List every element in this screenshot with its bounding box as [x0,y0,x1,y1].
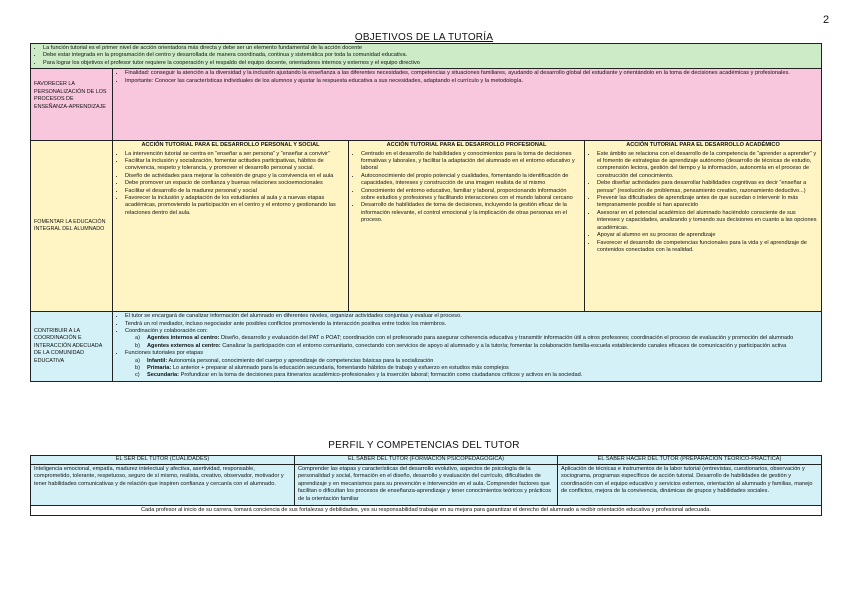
stage-item [135,365,818,372]
column-title: ACCIÓN TUTORIAL PARA EL DESARROLLO PERSONAL Y SOCIAL [141,142,320,149]
list-item: • Favorecer la inclusión y adaptación de los estudiantes al aula y a nuevas etapas académicas, promoviendo la participación en el centro y el entorno y gestionando las relaciones dentro del aula. [125,195,345,217]
profile-head: EL SABER DEL TUTOR (FORMACIÓN PSICOPEDAGÓGICA) [295,456,558,465]
list-item: • Asesorar en el potencial académico del alumnado haciéndolo consciente de sus intereses y capacidades, analizando y tomando sus decisiones en cuanto a las opciones académicas. [597,210,818,232]
profile-head: EL SER DEL TUTOR (CUALIDADES) [31,456,295,465]
coord-name: Agentes internos al centro: [147,335,220,342]
list-item: • Tendrá un rol mediador, incluso negociador ante posibles conflictos promoviendo la interacción positiva entre todos los miembros. [125,321,818,328]
section-title: PERFIL Y COMPETENCIAS DEL TUTOR [328,440,520,451]
list-item: • La intervención tutorial se centra en “enseñar a ser persona” y “enseñar a convivir” [125,151,345,158]
fomentar-row [31,141,822,312]
list-item [125,350,818,380]
profile-table [30,455,822,516]
coord-name: Agentes externos al centro: [147,342,221,349]
stage-text: Profundizar en la toma de decisiones para itinerarios académico-profesionales y la inserción laboral; formación como ciudadanos críticos y activos en la sociedad. [179,372,583,379]
list-item: • Apoyar al alumno en su proceso de aprendizaje [597,232,818,239]
intro-item: • Para lograr los objetivos el profesor tutor requiere la cooperación y el respaldo del equipo docente, orientadores internos y externos y el equipo directivo [43,60,818,67]
intro-row [31,44,822,69]
profile-body-row [31,464,822,505]
stage-name: Primaria: [147,365,172,372]
list-item: • Desarrollo de habilidades de toma de decisiones, incluyendo la gestión eficaz de la información relevante, el control emocional y la implicación de otras personas en el proceso. [361,202,581,224]
coord-letter: b) [135,342,140,349]
list-item: • Debe diseñar actividades para desarrollar habilidades cognitivas es decir “enseñar a pensar” (resolución de problemas, pensamiento creativo, razonamiento deductivo...) [597,180,818,195]
stage-text: Lo anterior + preparar al alumnado para la educación secundaria, fomentando hábitos de trabajo y esfuerzo en estudios más complejos [171,365,509,372]
profile-text: Comprender las etapas y características del desarrollo evolutivo, aspectos de psicología de la personalidad y social, formación en el diseño, desarrollo y evaluación del currículo, dificultades de aprendizaje y en mecanismos para su prevención e intervención en el aula. Comprender factores que facilitan o dificultan los procesos de enseñanza-aprendizaje y tener conocimientos teóricos y prácticos de la orientación familiar [295,464,558,505]
stage-letter: c) [135,372,140,379]
favorecer-label: FAVORECER LA PERSONALIZACIÓN DE LOS PROCESOS DE ENSEÑANZA-APRENDIZAJE [31,69,113,141]
stage-name: Infantil: [147,357,168,364]
column-title: ACCIÓN TUTORIAL PARA EL DESARROLLO PROFESIONAL [386,142,547,149]
contribuir-content [113,312,822,382]
list-item: • Prevenir las dificultades de aprendizaje antes de que sucedan o intervenir lo más tempranamente posible si han aparecido [597,195,818,210]
contribuir-row [31,312,822,382]
profile-head: EL SABER HACER DEL TUTOR (PREPARACIÓN TEÓRICO-PRÁCTICA) [558,456,822,465]
profile-text: Inteligencia emocional, empatía, madurez intelectual y afectiva, asertividad, responsable, comprometido, tolerante, respetuoso, seguro de sí mismo, realista, creativo, observador, motivador y tener habilidades comunicativas y de relación que inspiren confianza y cercanía con el alumnado. [31,464,295,505]
favorecer-content [113,69,822,141]
coord-item [135,343,818,350]
stage-text: Autonomía personal, conocimiento del cuerpo y aprendizaje de competencias básicas para la socialización [167,357,434,364]
list-item: • El tutor se encargará de canalizar información del alumnado en diferentes niveles, organizar actividades conjuntas y evaluar el proceso. [125,313,818,320]
profile-footer-row [31,505,822,516]
intro-list [34,45,818,67]
favorecer-row [31,69,822,141]
list-item: • Este ámbito se relaciona con el desarrollo de la competencia de “aprender a aprender” y el fomento de estrategias de aprendizaje autónomo (desarrollo de técnicas de estudio, comprensión lectora, gestión del tiempo y la información, autonomía en el proceso de construcción del conocimiento. [597,151,818,181]
coord-text: Canalizar la participación con el entorno comunitario, conectando con servicios de apoyo al alumnado y a la tutoría; fomentar la colaboración familia-escuela estableciendo canales eficaces de comunicación y participación activa [220,342,787,349]
coord-text: Diseño, desarrollo y evaluación del PAT o POAT; coordinación con el profesorado para asegurar coherencia educativa y transmitir información útil a otros profesores; coordinación el proceso de evaluación y promoción del alumnado [219,335,794,342]
objectives-table [30,43,822,382]
list-item: • Autoconocimiento del propio potencial y cualidades, fomentando la identificación de capacidades, intereses y construcción de una imagen realista de sí mismo [361,173,581,188]
page-number: 2 [823,14,830,26]
fomentar-col-profesional [349,141,585,312]
list-item: • Centrado en el desarrollo de habilidades y conocimientos para la toma de decisiones formativas y laborales, y facilitar la adaptación del alumnado en el entorno educativo y laboral [361,151,581,173]
favorecer-item: • Importante: Conocer las características individuales de los alumnos y ajustar la respuesta educativa a sus necesidades, adaptando el currículo y la metodología. [125,78,818,85]
stage-name: Secundaria: [147,372,180,379]
fomentar-label: FOMENTAR LA EDUCACIÓN INTEGRAL DEL ALUMNADO [31,141,113,312]
intro-cell [31,44,822,69]
intro-item: • La función tutorial es el primer nivel de acción orientadora más directa y debe ser un elemento fundamental de la acción docente [43,45,818,52]
stage-item [135,372,818,379]
intro-item: • Debe estar integrada en la programación del centro y desarrollada de manera coordinada, continua y sistemática por toda la comunidad educativa. [43,52,818,59]
favorecer-item: • Finalidad: conseguir la atención a la diversidad y la inclusión ajustando la enseñanza a las diferentes necesidades, competencias y situaciones familiares, ayudando al desarrollo global del estudiante y orientándolo en la toma de decisiones académicas y profesionales. [125,70,818,77]
profile-text: Aplicación de técnicas e instrumentos de la labor tutorial (entrevistas, cuestionarios, observación y sociograma, programas específicos de acción tutorial. Desarrollo de habilidades de gestión y coordinación con el equipo educativo y servicios externos, orientación al alumnado y familias, manejo de conflictos, mejora de la convivencia, dinámicas de grupos y habilidades sociales. [558,464,822,505]
stage-letter: a) [135,357,140,364]
fomentar-col-academico [585,141,822,312]
page-title: OBJETIVOS DE LA TUTORÍA [354,32,494,43]
stage-item [135,358,818,365]
coord-label: Coordinación y colaboración con: [125,328,208,335]
list-item: • Conocimiento del entorno educativo, familiar y laboral, proporcionando información sobre estudios y profesiones y facilitando interacciones con el mundo laboral cercano [361,188,581,203]
stage-letter: b) [135,365,140,372]
list-item [125,328,818,350]
profile-footer: Cada profesor al inicio de su carrera, tomará conciencia de sus fortalezas y debilidades, yes su responsabilidad trabajar en su mejora para garantizar el derecho del alumnado a recibir orientación educativa y profesional adecuada. [31,505,822,516]
fomentar-col-personal [113,141,349,312]
profile-head-row [31,456,822,465]
coord-item [135,335,818,342]
list-item: • Debe promover un espacio de confianza y buenas relaciones socioemocionales [125,180,345,187]
list-item: • Diseño de actividades para mejorar la cohesión de grupo y la convivencia en el aula [125,173,345,180]
list-item: • Facilitar el desarrollo de la madurez personal y social [125,188,345,195]
list-item: • Favorecer el desarrollo de competencias funcionales para la vida y el aprendizaje de contenidos conectados con la realidad. [597,240,818,255]
contribuir-label: CONTRIBUIR A LA COORDINACIÓN E INTERACCIÓN ADECUADA DE LA COMUNIDAD EDUCATIVA [31,312,113,382]
column-title: ACCIÓN TUTORIAL PARA EL DESARROLLO ACADÉMICO [626,142,780,149]
list-item: • Facilitar la inclusión y socialización, fomentar actitudes participativas, hábitos de convivencia, respeto y tolerancia, y promover el desarrollo personal y social. [125,158,345,173]
coord-letter: a) [135,335,140,342]
functions-label: Funciones tutoriales por etapas [125,350,204,357]
